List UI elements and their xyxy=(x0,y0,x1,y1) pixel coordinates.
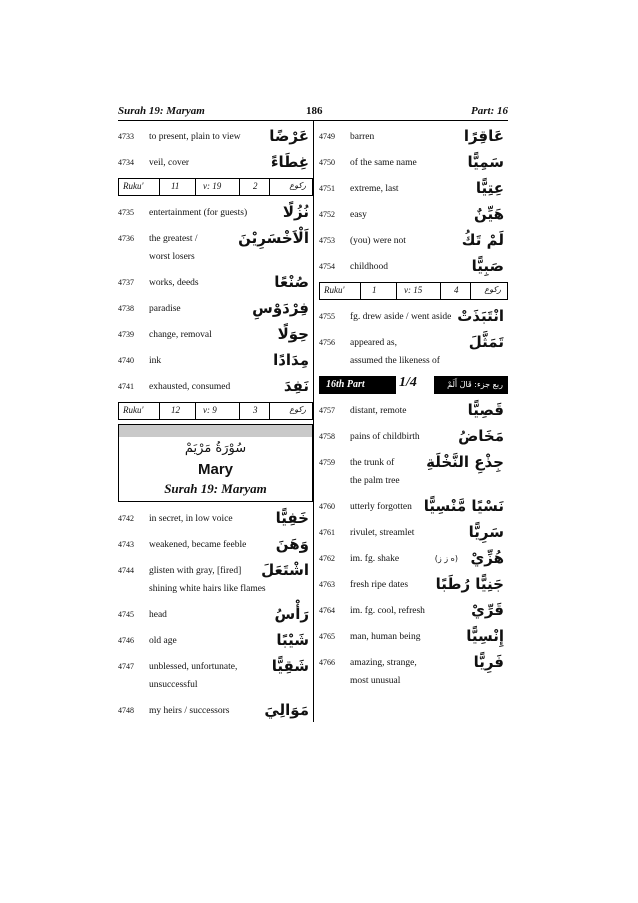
ruku-label: Ruku' xyxy=(123,405,144,415)
surah-english-title: Mary xyxy=(197,461,234,478)
english-meaning: man, human being xyxy=(350,632,421,642)
english-meaning-cont: most unusual xyxy=(350,676,401,686)
english-meaning: distant, remote xyxy=(350,406,407,416)
vocab-entry xyxy=(118,322,313,348)
ruku-arabic: رکوع xyxy=(289,181,306,190)
ruku-arabic: رکوع xyxy=(484,285,501,294)
english-meaning: weakened, became feeble xyxy=(149,540,247,550)
vocab-entry xyxy=(319,450,508,494)
entry-number: 4740 xyxy=(118,356,134,365)
header-surah: Surah 19: Maryam xyxy=(118,105,205,117)
arabic-word: فِرْدَوْسِ xyxy=(252,299,309,317)
english-meaning: to present, plain to view xyxy=(149,132,241,142)
part-label-box xyxy=(319,376,396,394)
arabic-word: جِذْعِ النَّخْلَةِ xyxy=(426,453,504,471)
english-meaning: exhausted, consumed xyxy=(149,382,231,392)
english-meaning: in secret, in low voice xyxy=(149,514,233,524)
arabic-word: انْتَبَذَتْ xyxy=(457,307,504,325)
ruku-arabic: رکوع xyxy=(289,405,306,414)
ruku-separator xyxy=(396,283,397,299)
english-meaning: pains of childbirth xyxy=(350,432,420,442)
arabic-word: وَهَنَ xyxy=(275,535,309,553)
entry-number: 4756 xyxy=(319,338,335,347)
vocab-entry xyxy=(319,124,508,150)
english-meaning: the greatest / xyxy=(149,234,198,244)
vocab-entry xyxy=(319,520,508,546)
vocab-entry xyxy=(319,572,508,598)
entry-number: 4766 xyxy=(319,658,335,667)
ruku-label: Ruku' xyxy=(324,285,345,295)
vocab-entry xyxy=(118,296,313,322)
english-meaning: veil, cover xyxy=(149,158,190,168)
arabic-word: شَيْبًا xyxy=(276,631,309,649)
english-meaning-cont: assumed the likeness of xyxy=(350,356,440,366)
part-arabic: ربع جزء: قَالَ أَلَمْ xyxy=(447,380,503,389)
vocab-entry xyxy=(319,650,508,694)
arabic-word: نَسْيًا مَّنْسِيًّا xyxy=(423,497,504,515)
ruku-label: Ruku' xyxy=(123,181,144,191)
english-meaning: the trunk of xyxy=(350,458,395,468)
arabic-word: قَصِيًّا xyxy=(467,401,504,419)
arabic-word: اَلْاَخْسَرِيْنَ xyxy=(238,229,309,247)
arabic-word: غِطَاءً xyxy=(270,153,309,171)
ruku-separator xyxy=(269,403,270,419)
entry-number: 4735 xyxy=(118,208,134,217)
english-meaning: amazing, strange, xyxy=(350,658,417,668)
arabic-word: لَمْ تَكُ xyxy=(461,231,504,249)
english-meaning: of the same name xyxy=(350,158,417,168)
english-meaning-cont: the palm tree xyxy=(350,476,400,486)
vocab-entry xyxy=(319,254,508,280)
vocab-entry xyxy=(118,270,313,296)
english-meaning: ink xyxy=(149,356,162,366)
arabic-word: قَرِّيْ xyxy=(471,601,504,619)
english-meaning: change, removal xyxy=(149,330,212,340)
root-letters: (ه ز ز) xyxy=(434,554,458,563)
english-meaning: barren xyxy=(350,132,375,142)
entry-number: 4749 xyxy=(319,132,335,141)
english-meaning: easy xyxy=(350,210,367,220)
vocab-entry xyxy=(118,654,313,698)
entry-number: 4737 xyxy=(118,278,134,287)
ruku-count: 3 xyxy=(253,405,258,415)
vocab-entry xyxy=(118,698,313,724)
arabic-word: مِدَادًا xyxy=(273,351,309,369)
arabic-word: عَاقِرًا xyxy=(463,127,504,145)
arabic-word: رَأْسُ xyxy=(274,605,309,623)
entry-number: 4744 xyxy=(118,566,134,575)
arabic-word: نَفِدَ xyxy=(283,377,309,395)
ruku-verses: v: 19 xyxy=(203,181,222,191)
ruku-separator xyxy=(195,179,196,195)
entry-number: 4752 xyxy=(319,210,335,219)
entry-number: 4759 xyxy=(319,458,335,467)
entry-number: 4742 xyxy=(118,514,134,523)
arabic-word: هَيِّنٌ xyxy=(473,205,504,223)
arabic-word: عِتِيًّا xyxy=(475,179,504,197)
arabic-word: حِوَلًا xyxy=(277,325,309,343)
ruku-marker xyxy=(118,178,313,196)
vocab-entry xyxy=(118,226,313,270)
arabic-word: إِنْسِيًّا xyxy=(466,627,504,645)
entry-number: 4760 xyxy=(319,502,335,511)
part-label: 16th Part xyxy=(326,379,365,390)
entry-number: 4753 xyxy=(319,236,335,245)
arabic-word: مَخَاضُ xyxy=(458,427,504,445)
ruku-verses: v: 9 xyxy=(203,405,217,415)
english-meaning-cont: shining white hairs like flames xyxy=(149,584,266,594)
entry-number: 4748 xyxy=(118,706,134,715)
entry-number: 4747 xyxy=(118,662,134,671)
english-meaning-cont: worst losers xyxy=(149,252,195,262)
english-meaning: childhood xyxy=(350,262,388,272)
page-number: 186 xyxy=(306,105,323,117)
ruku-count: 2 xyxy=(253,181,258,191)
page-header xyxy=(118,104,508,121)
arabic-word: اشْتَعَلَ xyxy=(261,561,309,579)
arabic-word: عَرْضًا xyxy=(269,127,309,145)
vocab-entry xyxy=(118,558,313,602)
english-meaning: glisten with gray, [fired] xyxy=(149,566,242,576)
ruku-separator xyxy=(159,403,160,419)
arabic-word: صَبِيًّا xyxy=(471,257,504,275)
vocab-entry xyxy=(118,506,313,532)
ruku-separator xyxy=(440,283,441,299)
ruku-number: 11 xyxy=(171,181,180,191)
ruku-count: 4 xyxy=(454,285,459,295)
english-meaning: (you) were not xyxy=(350,236,406,246)
english-meaning: extreme, last xyxy=(350,184,399,194)
english-meaning: im. fg. shake xyxy=(350,554,400,564)
ruku-separator xyxy=(239,403,240,419)
ruku-separator xyxy=(470,283,471,299)
ruku-separator xyxy=(360,283,361,299)
arabic-word: فَرِيًّا xyxy=(473,653,504,671)
entry-number: 4761 xyxy=(319,528,335,537)
part-fraction: 1/4 xyxy=(399,375,417,390)
entry-number: 4751 xyxy=(319,184,335,193)
vocab-entry xyxy=(319,202,508,228)
surah-subtitle: Surah 19: Maryam xyxy=(164,481,267,496)
english-meaning: rivulet, streamlet xyxy=(350,528,415,538)
vocab-entry xyxy=(118,200,313,226)
ruku-number: 12 xyxy=(171,405,180,415)
vocab-entry xyxy=(319,150,508,176)
entry-number: 4765 xyxy=(319,632,335,641)
ruku-separator xyxy=(269,179,270,195)
arabic-word: سَمِيًّا xyxy=(467,153,504,171)
vocab-entry xyxy=(319,546,508,572)
ruku-separator xyxy=(239,179,240,195)
entry-number: 4734 xyxy=(118,158,134,167)
entry-number: 4754 xyxy=(319,262,335,271)
entry-number: 4764 xyxy=(319,606,335,615)
vocab-entry xyxy=(118,532,313,558)
vocab-entry xyxy=(319,424,508,450)
ruku-marker xyxy=(319,282,508,300)
vocab-entry xyxy=(319,398,508,424)
ruku-separator xyxy=(195,403,196,419)
ruku-marker xyxy=(118,402,313,420)
entry-number: 4736 xyxy=(118,234,134,243)
entry-number: 4739 xyxy=(118,330,134,339)
entry-number: 4741 xyxy=(118,382,134,391)
english-meaning: old age xyxy=(149,636,177,646)
vocab-entry xyxy=(319,228,508,254)
english-meaning: fresh ripe dates xyxy=(350,580,409,590)
entry-number: 4743 xyxy=(118,540,134,549)
english-meaning: my heirs / successors xyxy=(149,706,230,716)
entry-number: 4763 xyxy=(319,580,335,589)
entry-number: 4738 xyxy=(118,304,134,313)
english-meaning: appeared as, xyxy=(350,338,397,348)
english-meaning-cont: unsuccessful xyxy=(149,680,198,690)
english-meaning: paradise xyxy=(149,304,181,314)
vocab-entry xyxy=(118,124,313,150)
arabic-word: خَفِيًّا xyxy=(275,509,309,527)
arabic-word: نُزُلًا xyxy=(282,203,309,221)
arabic-word: تَمَثَّلَ xyxy=(468,333,504,351)
english-meaning: utterly forgotten xyxy=(350,502,412,512)
surah-arabic-title: سُوْرَةُ مَرْيَمْ xyxy=(184,441,247,456)
english-meaning: im. fg. cool, refresh xyxy=(350,606,425,616)
entry-number: 4762 xyxy=(319,554,335,563)
entry-number: 4746 xyxy=(118,636,134,645)
vocab-entry xyxy=(118,602,313,628)
vocab-entry xyxy=(319,494,508,520)
arabic-word: هُزِّيْ xyxy=(470,549,504,567)
english-meaning: head xyxy=(149,610,167,620)
arabic-word: سَرِيًّا xyxy=(468,523,504,541)
left-column xyxy=(118,124,313,724)
entry-number: 4757 xyxy=(319,406,335,415)
ruku-number: 1 xyxy=(372,285,377,295)
entry-number: 4758 xyxy=(319,432,335,441)
entry-number: 4755 xyxy=(319,312,335,321)
vocab-entry xyxy=(319,304,508,330)
english-meaning: unblessed, unfortunate, xyxy=(149,662,238,672)
vocab-entry xyxy=(319,624,508,650)
english-meaning: entertainment (for guests) xyxy=(149,208,248,218)
right-column xyxy=(319,124,508,694)
column-divider xyxy=(313,120,314,722)
vocab-entry xyxy=(319,330,508,374)
ruku-verses: v: 15 xyxy=(404,285,423,295)
header-part: Part: 16 xyxy=(471,105,508,117)
arabic-word: صُنْعًا xyxy=(274,273,309,291)
vocab-entry xyxy=(118,374,313,400)
vocab-entry xyxy=(118,628,313,654)
title-band xyxy=(119,425,312,437)
entry-number: 4750 xyxy=(319,158,335,167)
vocab-entry xyxy=(319,598,508,624)
ruku-separator xyxy=(159,179,160,195)
vocab-entry xyxy=(118,348,313,374)
english-meaning: fg. drew aside / went aside xyxy=(350,312,452,322)
vocab-entry xyxy=(319,176,508,202)
arabic-word: شَقِيًّا xyxy=(271,657,309,675)
vocab-entry xyxy=(118,150,313,176)
english-meaning: works, deeds xyxy=(149,278,199,288)
entry-number: 4733 xyxy=(118,132,134,141)
arabic-word: جَنِيًّا رُطَبًا xyxy=(435,575,504,593)
arabic-word: مَوَالِيَ xyxy=(264,701,309,719)
part-marker xyxy=(319,376,508,394)
entry-number: 4745 xyxy=(118,610,134,619)
surah-title-box xyxy=(118,424,313,502)
part-arabic-box xyxy=(434,376,508,394)
